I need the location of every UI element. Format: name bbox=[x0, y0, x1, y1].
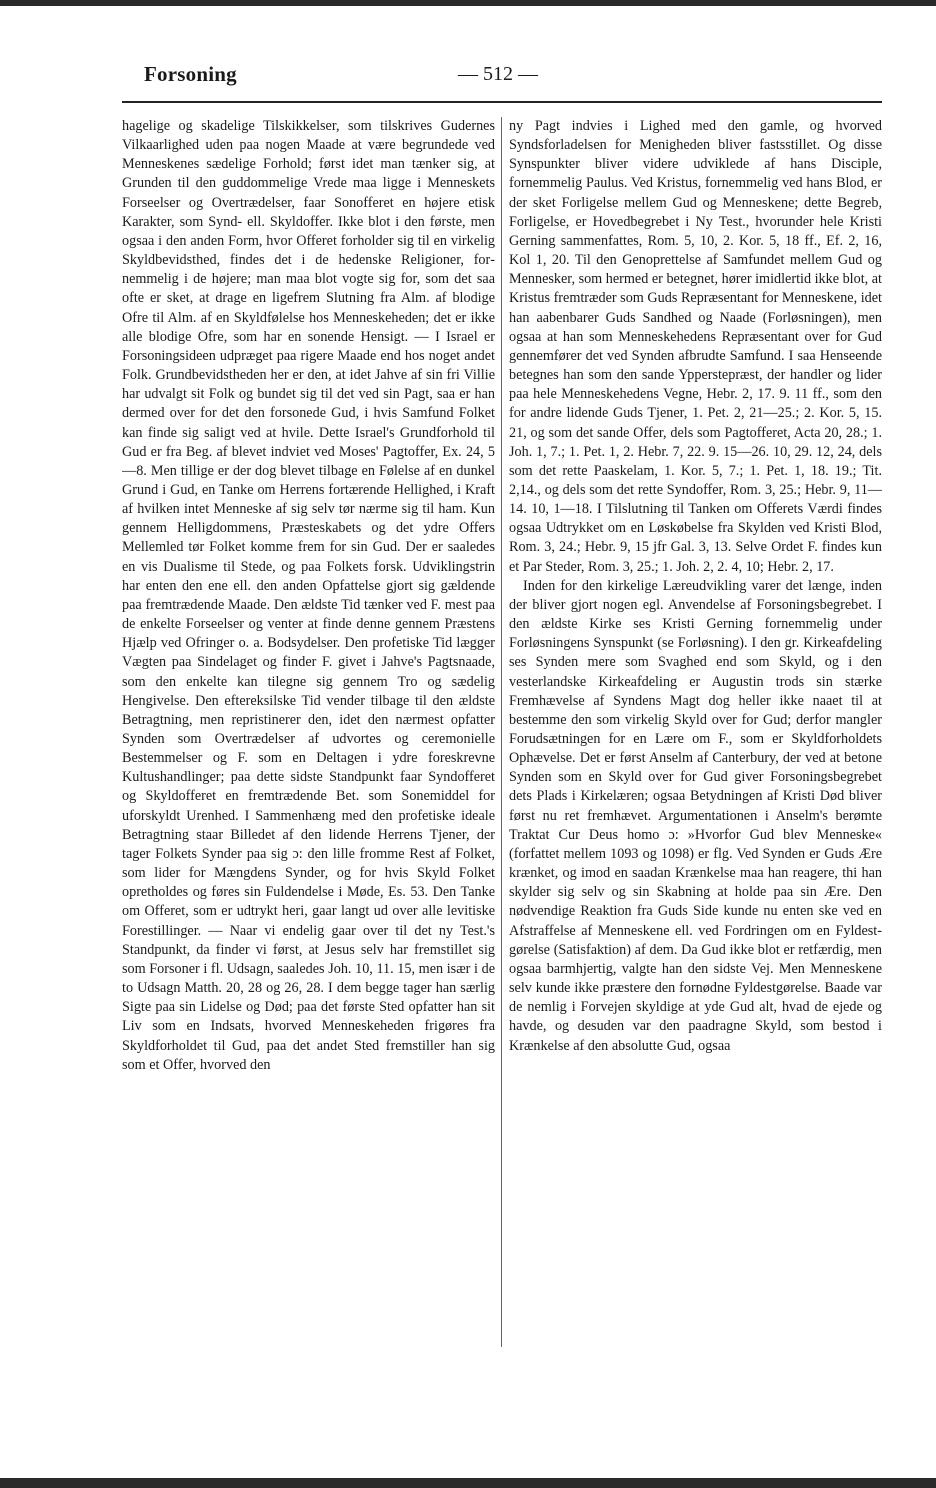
top-scan-border bbox=[0, 0, 936, 6]
running-head: Forsoning bbox=[144, 62, 237, 86]
right-column bbox=[509, 117, 882, 1447]
page-number: — 512 — bbox=[458, 63, 538, 85]
header-rule bbox=[122, 101, 882, 103]
paragraph: Inden for den kirkelige Læreudvikling varer det længe, inden der bliver gjort nogen egl. Anvendelse af Forsoningsbegrebet. I den ældste Kirke ses Kristi Gerning fornemmelig under Forløsningens Synspunkt (se Forløsning). I den gr. Kirkeafdeling ses Synden mere som Svaghed end som Skyld, og i den vesterlandske Kirkeafdeling er Augustin trods sin stærke Fremhævelse af Syndens Magt dog heller ikke naaet til at bestemme den som virkelig Skyld over for Gud; derfor mangler Forudsætningen for en Lære om F., som er Skyldforholdets Ophævelse. Det er først Anselm af Canterbury, der ved at betone Synden som en Skyld over for Gud giver Forsoningsbegrebet dets Plads i Kirkelæren; ogsaa Betydningen af Kristi Død bliver først nu ret fremhævet. Argumentationen i Anselm's berømte Traktat Cur Deus homo ɔ: »Hvorfor Gud blev Menneske« (forfattet mellem 1093 og 1098) er flg. Ved Synden er Guds Ære krænket, og imod en saadan Krænkelse maa han reagere, thi han skylder sig selv og sin Skabning at holde paa sin Ære. Den nødvendige Reaktion fra Guds Side kunde nu enten ske ved en Afstraffelse af Menneskene ell. ved Fordringen om en Fyldestgørelse (Satisfaktion) af dem. Da Gud ikke blot er retfærdig, men ogsaa barmhjertig, valgte han den sidste Vej. Men Menneskene selv kunde ikke præstere den fornødne Fyldestgørelse. Baade var de nemlig i Forvejen skyldige at yde Gud alt, hvad de ejede og havde, og desuden var den paadragne Skyld, som bestod i Krænkelse af den absolutte Gud, ogsaa bbox=[509, 577, 882, 1054]
left-column bbox=[122, 117, 495, 1447]
page-header bbox=[118, 62, 878, 92]
paragraph: hagelige og skadelige Tilskikkelser, som tilskrives Gudernes Vilkaarlighed uden paa nogen Maade at være begrundede ved Menneskenes sædelige Forhold; først idet man tænker sig, at Grunden til den guddommelige Vrede maa ligge i Menneskets Forseelser og Overtrædelser, faar Sonofferet en højere etisk Karakter, som Synd- ell. Skyldoffer. Ikke blot i den første, men ogsaa i den anden Form, hvor Offeret forholder sig til en virkelig Skyldbevidsthed, findes det i de hedenske Religioner, fornemmelig i de højere; man maa blot vogte sig for, som det saa ofte er sket, at drage en ligefrem Slutning fra Alm. af blodige Ofre til Alm. af en Skyldfølelse hos Menneskeheden; det er ikke alle blodige Ofre, som har en sonende Hensigt. — I Israel er Forsoningsideen udpræget paa rigere Maade end hos noget andet Folk. Grundbevidstheden her er den, at idet Jahve af sin fri Villie har udvalgt sit Folk og bundet sig til det ved sin Pagt, saa er han dermed over for det den forsonede Gud, i hvis Samfund Folket kan finde sig saligt ved at hvile. Dette Israel's Grundforhold til Gud er fra Beg. af blevet indviet ved Moses' Pagtoffer, Ex. 24, 5—8. Men tillige er der dog blevet tilbage en Følelse af en dunkel Grund i Gud, en Tanke om Herrens fortærende Hellighed, i Kraft af hvilken intet Menneske af sig selv tør nærme sig til ham. Kun gennem Helligdommens, Præsteskabets og det ydre Offers Mellemled tør Folket komme frem for sin Gud. Der er saaledes en vis Dualisme til Stede, og paa Folkets forsk. Udviklingstrin har enten den ene ell. den anden Opfattelse gjort sig gældende paa fremtrædende Maade. Den ældste Tid tænker ved F. mest paa de enkelte Forseelser og venter at finde denne gennem Præstens Hjælp ved Ofringer o. a. Bodsydelser. Den profetiske Tid lægger Vægten paa Sindelaget og finder F. givet i Jahve's Pagtsnaade, som den enkelte kan tilegne sig gennem Tro og sædelig Hengivelse. Den eftereksilske Tid vender tilbage til den ældste Betragtning, men repristinerer den, idet den nærmest opfatter Synden som Overtrædelser af udvortes og ceremonielle Bestemmelser og F. som en Deltagen i ydre foreskrevne Kultushandlinger; paa dette sidste Standpunkt faar Syndofferet og Skyldofferet en fremtrædende Bet. som Sonemiddel for uforskyldt Urenhed. I Sammenhæng med den profetiske ideale Betragtning staar Billedet af den lidende Herrens Tjener, der tager Folkets Synder paa sig ɔ: den lille fromme Rest af Folket, som lider for Mængdens Synder, og for hvis Skyld Folket opretholdes og føres sin Fuldendelse i Møde, Es. 53. Den Tanke om Offeret, som er udtrykt heri, gaar langt ud over alle levitiske Forestillinger. — Naar vi endelig gaar over til det ny Test.'s Standpunkt, da finder vi først, at Jesus selv har fremstillet sig som Forsoner i fl. Udsagn, saaledes Joh. 10, 11. 15, men især i de to Udsagn Matth. 20, 28 og 26, 28. I dem begge tager han særlig Sigte paa sin Lidelse og Død; paa det første Sted opfatter han sit Liv som en Indsats, hvorved Menneskeheden frigøres fra Skyldforholdet til Gud, paa det andet Sted fremstiller han sig som et Offer, hvorved den bbox=[122, 118, 495, 1073]
paragraph: ny Pagt indvies i Lighed med den gamle, og hvorved Syndsforladelsen for Menigheden bliver fastsstillet. Og disse Synspunkter bliver videre udviklede af hans Disciple, fornemmelig Paulus. Ved Kristus, fornemmelig ved hans Blod, er der sket Forligelse mellem Gud og Menneskene; dette Begreb, Forligelse, er Hovedbegrebet i Ny Test., hvorunder hele Kristi Gerning sammenfattes, Rom. 5, 10, 2. Kor. 5, 18 ff., Ef. 2, 16, Kol 1, 20. Til den Genoprettelse af Samfundet mellem Gud og Mennesker, som hermed er betegnet, hører imidlertid ikke blot, at Kristus fremtræder som Guds Repræsentant for Menneskene, idet han aabenbarer Guds Sandhed og Naade (Forløsningen), men ogsaa at han som Menneskehedens Repræsentant over for Gud gennemfører det ved Synden afbrudte Samfund. I saa Henseende betegnes han som den sande Ypperstepræst, der handler og lider paa hele Menneskehedens Vegne, Hebr. 2, 17. 9. 11 ff., som den for andre lidende Guds Tjener, 1. Pet. 2, 21—25.; 2. Kor. 5, 15. 21, og som det sande Offer, dels som Pagtofferet, Acta 20, 28.; 1. Joh. 1, 7.; 1. Pet. 1, 2. Hebr. 7, 22. 9. 15—26. 10, 29. 12, 24, dels som det rette Paaskelam, 1. Kor. 5, 7.; 1. Pet. 1, 18. 19.; Tit. 2,14., og dels som det rette Syndoffer, Rom. 3, 25.; Hebr. 9, 11—14. 10, 1—18. I Tilslutning til Tanken om Offerets Værdi findes ogsaa Udtrykket om en Løskøbelse fra Skylden ved Kristi Blod, Rom. 3, 24.; Hebr. 9, 15 jfr Gal. 3, 13. Selve Ordet F. findes kun et Par Steder, Rom. 3, 25.; 1. Joh. 2, 2. 4, 10; Hebr. 2, 17. bbox=[509, 118, 882, 575]
bottom-scan-border bbox=[0, 1478, 936, 1488]
text-columns bbox=[122, 117, 882, 1457]
column-divider bbox=[501, 117, 502, 1347]
